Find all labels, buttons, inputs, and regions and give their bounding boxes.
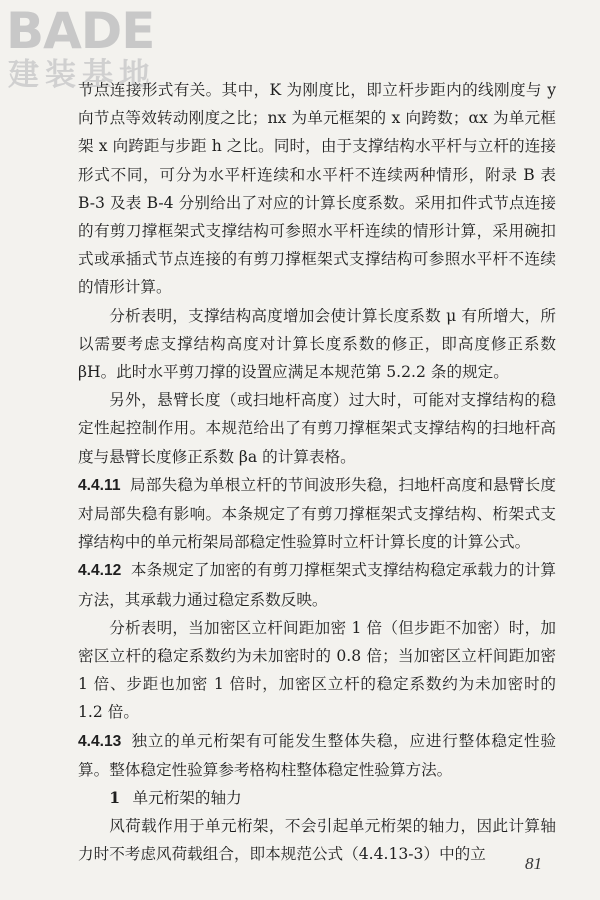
article-number: 4.4.12 — [78, 562, 122, 580]
paragraph-1 — [78, 76, 556, 302]
page-number: 81 — [525, 854, 542, 873]
item-heading: 单元桁架的轴力 — [132, 789, 242, 808]
watermark-latin-text: BADE — [6, 2, 155, 60]
paragraph-text: 分析表明，当加密区立杆间距加密 1 倍（但步距不加密）时，加密区立杆的稳定系数约为未加密时的 0.8 倍；当加密区立杆间距加密 1 倍、步距也加密 1 倍时，加密区立杆的稳定系数约为未加密时的 1.2 倍。 — [78, 618, 556, 722]
item-number: 1 — [109, 788, 121, 808]
article-4-4-12 — [78, 556, 556, 613]
paragraph-3 — [78, 386, 556, 471]
paragraph-text: 节点连接形式有关。其中，K 为刚度比，即立杆步距内的线刚度与 y 向节点等效转动刚度之比；nx 为单元框架的 x 向跨数；αx 为单元框架 x 向跨距与步距 h 之比。同时，由于支撑结构水平杆与立杆的连接形式不同，可分为水平杆连续和水平杆不连续两种情形，附录 B 表 B-3 及表 B-4 分别给出了对应的计算长度系数。采用扣件式节点连接的有剪刀撑框架式支撑结构可参照水平杆连续的情形计算，采用碗扣式或承插式节点连接的有剪刀撑框架式支撑结构可参照水平杆不连续的情形计算。 — [78, 81, 556, 297]
document-body — [78, 76, 556, 869]
watermark-chinese-text: 建装基地 — [8, 57, 156, 93]
paragraph-2 — [78, 302, 556, 387]
article-number: 4.4.11 — [78, 476, 121, 494]
paragraph-text: 独立的单元桁架有可能发生整体失稳，应进行整体稳定性验算。整体稳定性验算参考格构柱整体稳定性验算方法。 — [78, 731, 556, 779]
article-4-4-11 — [78, 471, 556, 557]
paragraph-text: 局部失稳为单根立杆的节间波形失稳，扫地杆高度和悬臂长度对局部失稳有影响。本条规定了有剪刀撑框架式支撑结构、桁架式支撑结构中的单元桁架局部稳定性验算时立杆计算长度的计算公式。 — [78, 475, 556, 552]
article-number: 4.4.13 — [78, 732, 122, 750]
paragraph-text: 另外，悬臂长度（或扫地杆高度）过大时，可能对支撑结构的稳定性起控制作用。本规范给出了有剪刀撑框架式支撑结构的扫地杆高度与悬臂长度修正系数 βa 的计算表格。 — [78, 391, 556, 466]
paragraph-text: 本条规定了加密的有剪刀撑框架式支撑结构稳定承载力的计算方法，其承载力通过稳定系数反映。 — [78, 561, 556, 609]
paragraph-text: 分析表明，支撑结构高度增加会使计算长度系数 μ 有所增大，所以需要考虑支撑结构高度对计算长度系数的修正，即高度修正系数 βH。此时水平剪刀撑的设置应满足本规范第 5.2.2 条的规定。 — [78, 306, 556, 382]
paragraph-text: 风荷载作用于单元桁架，不会引起单元桁架的轴力，因此计算轴力时不考虑风荷载组合，即本规范公式（4.4.13-3）中的立 — [78, 817, 556, 864]
list-item-1 — [78, 784, 556, 812]
paragraph-6 — [78, 614, 556, 727]
paragraph-9 — [78, 812, 556, 868]
article-4-4-13 — [78, 727, 556, 784]
